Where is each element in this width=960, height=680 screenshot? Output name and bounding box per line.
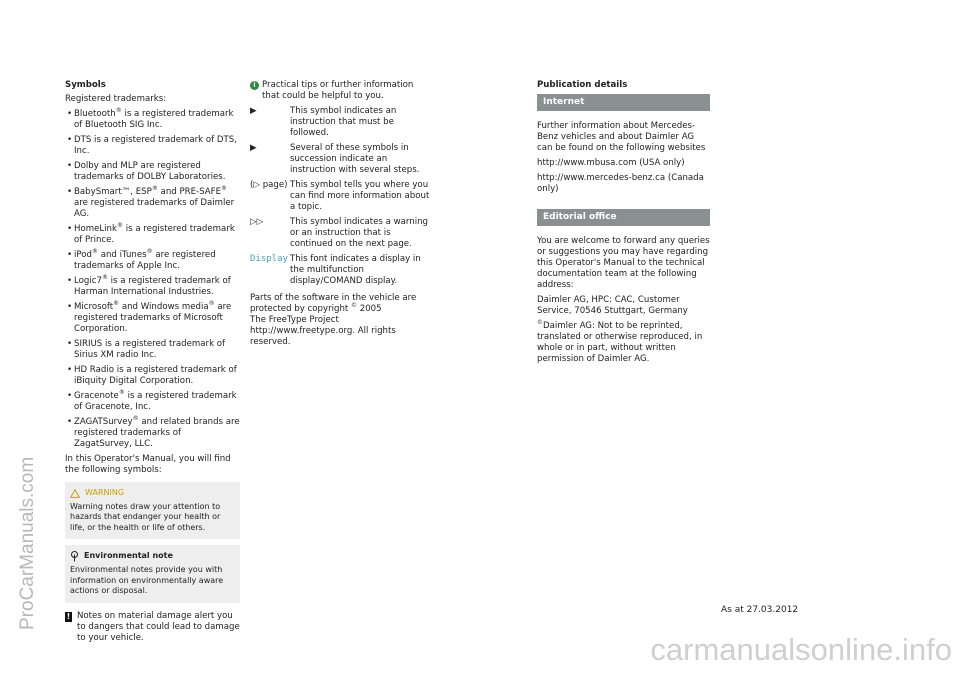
symbols-intro: In this Operator's Manual, you will find the following symbols: <box>65 454 231 475</box>
symbols-heading: Symbols <box>65 80 106 90</box>
info-text: Practical tips or further information that could be helpful to you. <box>262 80 414 101</box>
symbol-key: ▷▷ <box>250 217 264 227</box>
symbol-key: ▶ <box>250 143 257 153</box>
symbol-row <box>250 180 430 213</box>
editorial-text: You are welcome to forward any queries or suggestions you may have regarding this Operator's Manual to the technical documentation team at the following address: <box>537 236 710 290</box>
environment-box <box>65 545 240 603</box>
trademark-item: • BabySmart™, ESP® and PRE-SAFE® are registered trademarks of Daimler AG. <box>65 187 240 220</box>
symbol-description: This symbol indicates an instruction that must be followed. <box>290 106 397 138</box>
symbol-key: Display <box>250 254 288 264</box>
symbol-key: (▷ page) <box>250 180 288 190</box>
symbol-description: Several of these symbols in succession indicate an instruction with several steps. <box>290 143 420 175</box>
url-usa: http://www.mbusa.com (USA only) <box>537 158 685 168</box>
material-damage-icon: ! <box>66 611 71 621</box>
freetype-url: http://www.freetype.org. All rights reserved. <box>250 326 396 347</box>
environment-leaf-icon <box>70 551 79 562</box>
edition-date: As at 27.03.2012 <box>721 605 799 615</box>
trademark-list <box>65 109 240 450</box>
trademark-item: • Logic7® is a registered trademark of Harman International Industries. <box>65 276 240 298</box>
environment-title: Environmental note <box>84 551 173 561</box>
environment-text: Environmental notes provide you with information on environmentally aware actions or disposal. <box>70 565 224 595</box>
warning-box <box>65 482 240 539</box>
trademark-item: • Bluetooth® is a registered trademark of Bluetooth SIG Inc. <box>65 109 240 131</box>
copyright-text: Parts of the software in the vehicle are protected by copyright © 2005 The FreeType Project http://www.freetype.org. All rights reserved. <box>250 293 417 347</box>
editorial-address: Daimler AG, HPC: CAC, Customer Service, 70546 Stuttgart, Germany <box>537 295 688 316</box>
trademark-item: • DTS is a registered trademark of DTS, Inc. <box>65 135 240 157</box>
symbol-description: This symbol indicates a warning or an instruction that is continued on the next page. <box>290 217 429 249</box>
symbol-description: This font indicates a display in the multifunction display/COMAND display. <box>290 254 421 286</box>
column-symbols <box>65 80 240 644</box>
trademark-item: • Dolby and MLP are registered trademarks of DOLBY Laboratories. <box>65 161 240 183</box>
trademarks-intro: Registered trademarks: <box>65 94 167 104</box>
trademark-item: • Microsoft® and Windows media® are registered trademarks of Microsoft Corporation. <box>65 302 240 335</box>
trademark-item: • SIRIUS is a registered trademark of Sirius XM radio Inc. <box>65 339 240 361</box>
publication-heading: Publication details <box>537 80 628 90</box>
warning-text: Warning notes draw your attention to hazards that endanger your health or life, or the health or life of others. <box>70 501 221 532</box>
info-note <box>250 80 430 102</box>
daimler-copyright: ©Daimler AG: Not to be reprinted, translated or otherwise reproduced, in whole or in part, without written permission of Daimler AG. <box>537 319 703 364</box>
symbol-key: ▶ <box>250 106 257 116</box>
url-canada: http://www.mercedes-benz.ca (Canada only) <box>537 173 704 194</box>
internet-text: Further information about Mercedes-Benz vehicles and about Daimler AG can be found on the following websites <box>537 121 706 153</box>
symbol-table <box>250 106 430 287</box>
column-publication <box>537 80 710 369</box>
symbol-row <box>250 143 430 176</box>
bottom-watermark: carmanualsonline.info <box>650 632 952 667</box>
trademark-item: • ZAGATSurvey® and related brands are registered trademarks of ZagatSurvey, LLC. <box>65 417 240 450</box>
trademark-item: • HomeLink® is a registered trademark of Prince. <box>65 224 240 246</box>
symbol-row <box>250 217 430 250</box>
symbol-row <box>250 106 430 139</box>
symbol-row <box>250 254 430 287</box>
editorial-bar: Editorial office <box>537 209 710 226</box>
trademark-item: • Gracenote® is a registered trademark of Gracenote, Inc. <box>65 391 240 413</box>
info-icon: i <box>250 81 259 90</box>
column-symbol-legend <box>250 80 430 352</box>
trademark-item: • iPod® and iTunes® are registered trademarks of Apple Inc. <box>65 250 240 272</box>
trademark-item: • HD Radio is a registered trademark of iBiquity Digital Corporation. <box>65 365 240 387</box>
freetype-name: The FreeType Project <box>250 315 339 325</box>
internet-bar: Internet <box>537 94 710 111</box>
warning-title: WARNING <box>85 488 125 497</box>
material-damage-note <box>65 611 240 644</box>
warning-triangle-icon <box>70 489 80 498</box>
material-damage-text: Notes on material damage alert you to dangers that could lead to damage to your vehicle. <box>77 610 240 643</box>
side-watermark: ProCarManuals.com <box>17 456 38 630</box>
symbol-description: This symbol tells you where you can find more information about a topic. <box>290 180 430 212</box>
